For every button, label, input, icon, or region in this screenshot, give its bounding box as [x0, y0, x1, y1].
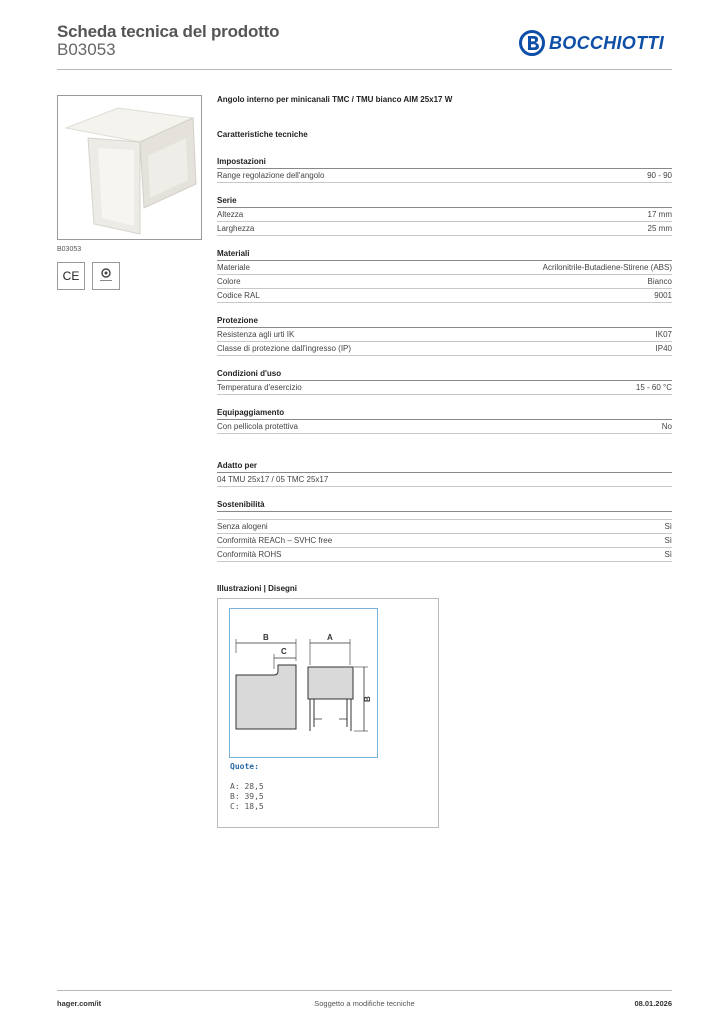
spec-label: Conformità ROHS — [217, 550, 282, 559]
spec-label: Temperatura d'esercizio — [217, 383, 302, 392]
spec-value: Acrilonitrile-Butadiene-Stirene (ABS) — [542, 263, 672, 272]
specs-column — [217, 95, 672, 596]
page-footer — [57, 990, 672, 1010]
spec-value: 17 mm — [647, 210, 672, 219]
spec-row — [217, 534, 672, 548]
spec-row — [217, 275, 672, 289]
section-title: Equipaggiamento — [217, 405, 672, 420]
spec-row — [217, 222, 672, 236]
section-impostazioni — [217, 154, 672, 183]
page-header — [57, 20, 672, 70]
spec-label: Senza alogeni — [217, 522, 268, 531]
spec-label: Altezza — [217, 210, 244, 219]
spec-row — [217, 520, 672, 534]
ce-mark-icon — [57, 262, 85, 290]
quality-mark-icon — [92, 262, 120, 290]
footer-disclaimer: Soggetto a modifiche tecniche — [314, 999, 415, 1008]
spec-value: 25 mm — [647, 224, 672, 233]
product-photo — [57, 95, 202, 240]
technical-drawing — [217, 598, 439, 828]
spec-label: Larghezza — [217, 224, 255, 233]
spec-value: Sì — [664, 536, 672, 545]
spec-value: Sì — [664, 522, 672, 531]
spec-row — [217, 473, 672, 487]
quality-seal-icon — [96, 266, 116, 286]
characteristics-title: Caratteristiche tecniche — [217, 130, 308, 139]
footer-date: 08.01.2026 — [634, 999, 672, 1008]
section-protezione — [217, 313, 672, 356]
spec-row — [217, 381, 672, 395]
illustrations-title: Illustrazioni | Disegni — [217, 584, 298, 593]
drawing-frame — [229, 608, 378, 758]
spec-label: Conformità REACh – SVHC free — [217, 536, 333, 545]
spec-row — [217, 208, 672, 222]
spec-row — [217, 342, 672, 356]
section-title: Serie — [217, 193, 672, 208]
dimension-quotes — [230, 762, 264, 812]
quote-b: B: 39,5 — [230, 792, 264, 801]
spec-label: 04 TMU 25x17 / 05 TMC 25x17 — [217, 475, 329, 484]
spec-label: Codice RAL — [217, 291, 260, 300]
spec-value: 15 - 60 °C — [635, 383, 672, 392]
spec-label: Materiale — [217, 263, 250, 272]
spec-value: IP40 — [655, 344, 672, 353]
bocchiotti-logo — [519, 28, 664, 58]
dimension-drawing — [230, 609, 379, 759]
section-adatto — [217, 458, 672, 487]
section-sostenibilita — [217, 497, 672, 562]
section-title: Condizioni d'uso — [217, 366, 672, 381]
section-condizioni — [217, 366, 672, 395]
dim-b-vertical-label: B — [363, 696, 372, 702]
spec-label: Resistenza agli urti IK — [217, 330, 295, 339]
quote-title: Quote: — [230, 762, 259, 771]
spec-label: Range regolazione dell'angolo — [217, 171, 325, 180]
photo-caption: B03053 — [57, 246, 82, 253]
spec-value: Sì — [664, 550, 672, 559]
spec-row — [217, 169, 672, 183]
spec-label: Classe di protezione dall'ingresso (IP) — [217, 344, 352, 353]
spec-value: No — [661, 422, 672, 431]
spec-row — [217, 420, 672, 434]
section-materiali — [217, 246, 672, 303]
section-title: Sostenibilità — [217, 497, 672, 512]
footer-website: hager.com/it — [57, 999, 102, 1008]
product-name: Angolo interno per minicanali TMC / TMU bianco AIM 25x17 W — [217, 95, 453, 104]
spec-row — [217, 289, 672, 303]
ce-mark-text: CE — [62, 269, 80, 283]
spec-row — [217, 328, 672, 342]
spec-value: Bianco — [647, 277, 672, 286]
quote-a: A: 28,5 — [230, 782, 264, 791]
spec-row — [217, 548, 672, 562]
spec-value: 9001 — [654, 291, 672, 300]
section-title: Materiali — [217, 246, 672, 261]
dim-b-label: B — [263, 633, 269, 642]
section-title: Protezione — [217, 313, 672, 328]
dim-c-label: C — [281, 647, 287, 656]
spec-label: Con pellicola protettiva — [217, 422, 298, 431]
dim-a-label: A — [327, 633, 333, 642]
spec-label: Colore — [217, 277, 241, 286]
spec-value: 90 - 90 — [647, 171, 672, 180]
spec-value: IK07 — [655, 330, 672, 339]
page-title: Scheda tecnica del prodotto — [57, 22, 280, 41]
left-column — [57, 95, 202, 290]
section-equipaggiamento — [217, 405, 672, 434]
product-code: B03053 — [57, 40, 116, 59]
brand-name: BOCCHIOTTI — [549, 32, 664, 53]
section-title: Impostazioni — [217, 154, 672, 169]
corner-piece-image — [58, 96, 202, 240]
section-title: Adatto per — [217, 458, 672, 473]
certifications — [57, 262, 202, 290]
bocchiotti-logo-icon — [519, 30, 545, 56]
quote-c: C: 18,5 — [230, 802, 264, 811]
section-serie — [217, 193, 672, 236]
spec-row — [217, 261, 672, 275]
